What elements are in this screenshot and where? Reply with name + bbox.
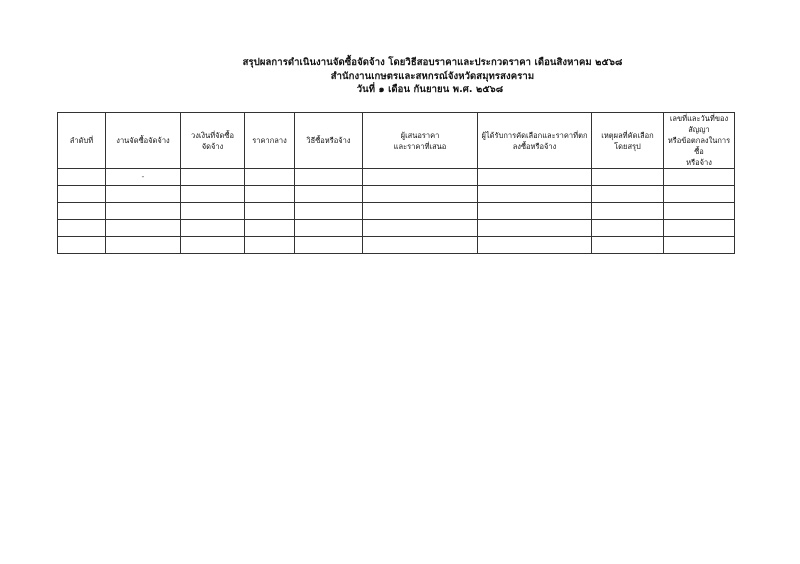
table-row bbox=[58, 203, 735, 220]
table-cell bbox=[664, 237, 735, 254]
table-cell bbox=[245, 169, 295, 186]
column-header-sequence: ลำดับที่ bbox=[58, 113, 106, 169]
table-cell bbox=[363, 237, 478, 254]
table-cell bbox=[106, 220, 181, 237]
table-cell bbox=[363, 220, 478, 237]
report-title: สรุปผลการดำเนินงานจัดซื้อจัดจ้าง โดยวิธีสอบราคาและประกวดราคา เดือนสิงหาคม ๒๕๖๘ bbox=[242, 57, 623, 68]
table-cell bbox=[664, 169, 735, 186]
table-cell bbox=[478, 220, 592, 237]
table-cell bbox=[592, 169, 664, 186]
table-cell bbox=[478, 186, 592, 203]
table-cell bbox=[592, 220, 664, 237]
table-cell bbox=[478, 203, 592, 220]
column-header-procurement-work: งานจัดซื้อจัดจ้าง bbox=[106, 113, 181, 169]
table-cell bbox=[592, 186, 664, 203]
table-cell bbox=[664, 186, 735, 203]
column-header-selection-reason: เหตุผลที่คัดเลือก โดยสรุป bbox=[592, 113, 664, 169]
column-header-budget: วงเงินที่จัดซื้อ จัดจ้าง bbox=[181, 113, 245, 169]
table-cell bbox=[181, 203, 245, 220]
report-date: วันที่ ๑ เดือน กันยายน พ.ศ. ๒๕๖๘ bbox=[356, 84, 504, 95]
table-cell bbox=[295, 203, 363, 220]
table-cell bbox=[58, 169, 106, 186]
table-cell bbox=[478, 169, 592, 186]
table-row bbox=[58, 220, 735, 237]
table-cell bbox=[181, 237, 245, 254]
table-cell bbox=[245, 237, 295, 254]
procurement-summary-table bbox=[57, 112, 735, 254]
table-cell bbox=[245, 220, 295, 237]
column-header-selected-vendor: ผู้ได้รับการคัดเลือกและราคาที่ตก ลงซื้อหรือจ้าง bbox=[478, 113, 592, 169]
table-row bbox=[58, 169, 735, 186]
table-cell bbox=[181, 169, 245, 186]
table-cell bbox=[664, 203, 735, 220]
table-cell bbox=[106, 186, 181, 203]
table-row bbox=[58, 186, 735, 203]
table-cell bbox=[478, 237, 592, 254]
table-cell bbox=[245, 203, 295, 220]
table-cell bbox=[295, 169, 363, 186]
table-row bbox=[58, 237, 735, 254]
table-cell bbox=[295, 186, 363, 203]
office-name: สำนักงานเกษตรและสหกรณ์จังหวัดสมุทรสงคราม bbox=[330, 70, 535, 82]
table-cell bbox=[664, 220, 735, 237]
table-cell bbox=[106, 203, 181, 220]
column-header-procurement-method: วิธีซื้อหรือจ้าง bbox=[295, 113, 363, 169]
table-cell bbox=[363, 169, 478, 186]
table-cell bbox=[58, 186, 106, 203]
column-header-bidders: ผู้เสนอราคา และราคาที่เสนอ bbox=[363, 113, 478, 169]
table-cell bbox=[181, 186, 245, 203]
column-header-contract-reference: เลขที่และวันที่ของสัญญา หรือข้อตกลงในการซื้อ หรือจ้าง bbox=[664, 113, 735, 169]
empty-mark: - bbox=[141, 172, 145, 181]
table-header-row bbox=[58, 113, 735, 169]
column-header-median-price: ราคากลาง bbox=[245, 113, 295, 169]
table-cell bbox=[592, 203, 664, 220]
table-cell bbox=[58, 220, 106, 237]
table-cell bbox=[592, 237, 664, 254]
table-cell bbox=[181, 220, 245, 237]
table-cell bbox=[295, 220, 363, 237]
table-cell bbox=[106, 237, 181, 254]
table-cell bbox=[295, 237, 363, 254]
table-cell bbox=[58, 237, 106, 254]
report-title-block bbox=[0, 56, 800, 97]
table-cell bbox=[58, 203, 106, 220]
table-cell bbox=[245, 186, 295, 203]
table-cell bbox=[363, 203, 478, 220]
table-cell bbox=[363, 186, 478, 203]
table-cell bbox=[106, 169, 181, 186]
